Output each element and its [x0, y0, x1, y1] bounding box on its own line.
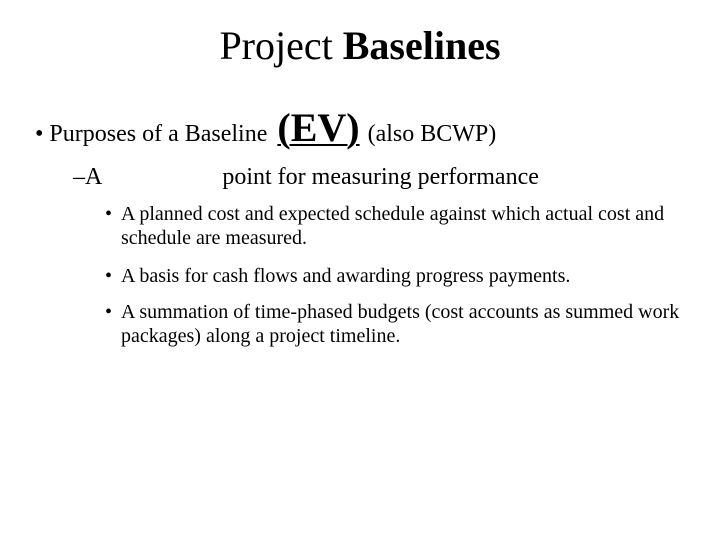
bullet-level2-text: point for measuring performance — [222, 164, 539, 190]
ev-label: (EV) — [277, 105, 360, 150]
bullet-level3-text: A basis for cash flows and awarding progress payments. — [121, 265, 571, 287]
title-normal-text: Project — [219, 23, 343, 68]
bullet-level1-text: Purposes of a Baseline — [49, 121, 268, 147]
bullet-level1-suffix: (also BCWP) — [367, 121, 497, 147]
bullet-level1 — [35, 105, 497, 154]
bullet-level3-text: A summation of time-phased budgets (cost accounts as summed work packages) along a project timeline. — [121, 301, 680, 347]
slide-title — [0, 22, 720, 70]
title-bold-text: Baselines — [342, 23, 501, 68]
bullet-dot-icon: • — [35, 121, 44, 147]
bullet-dot-icon: • — [105, 265, 113, 287]
bullet-dot-icon: • — [105, 203, 113, 225]
bullet-level2-dash: –A — [73, 164, 103, 190]
bullet-level3-text: A planned cost and expected schedule against which actual cost and schedule are measured. — [121, 203, 665, 249]
bullet-level3-item — [105, 202, 685, 250]
bullet-level3-item — [105, 264, 685, 288]
bullet-level3-item — [105, 300, 685, 348]
bullet-dot-icon: • — [105, 301, 113, 323]
bullet-level2 — [73, 162, 539, 192]
